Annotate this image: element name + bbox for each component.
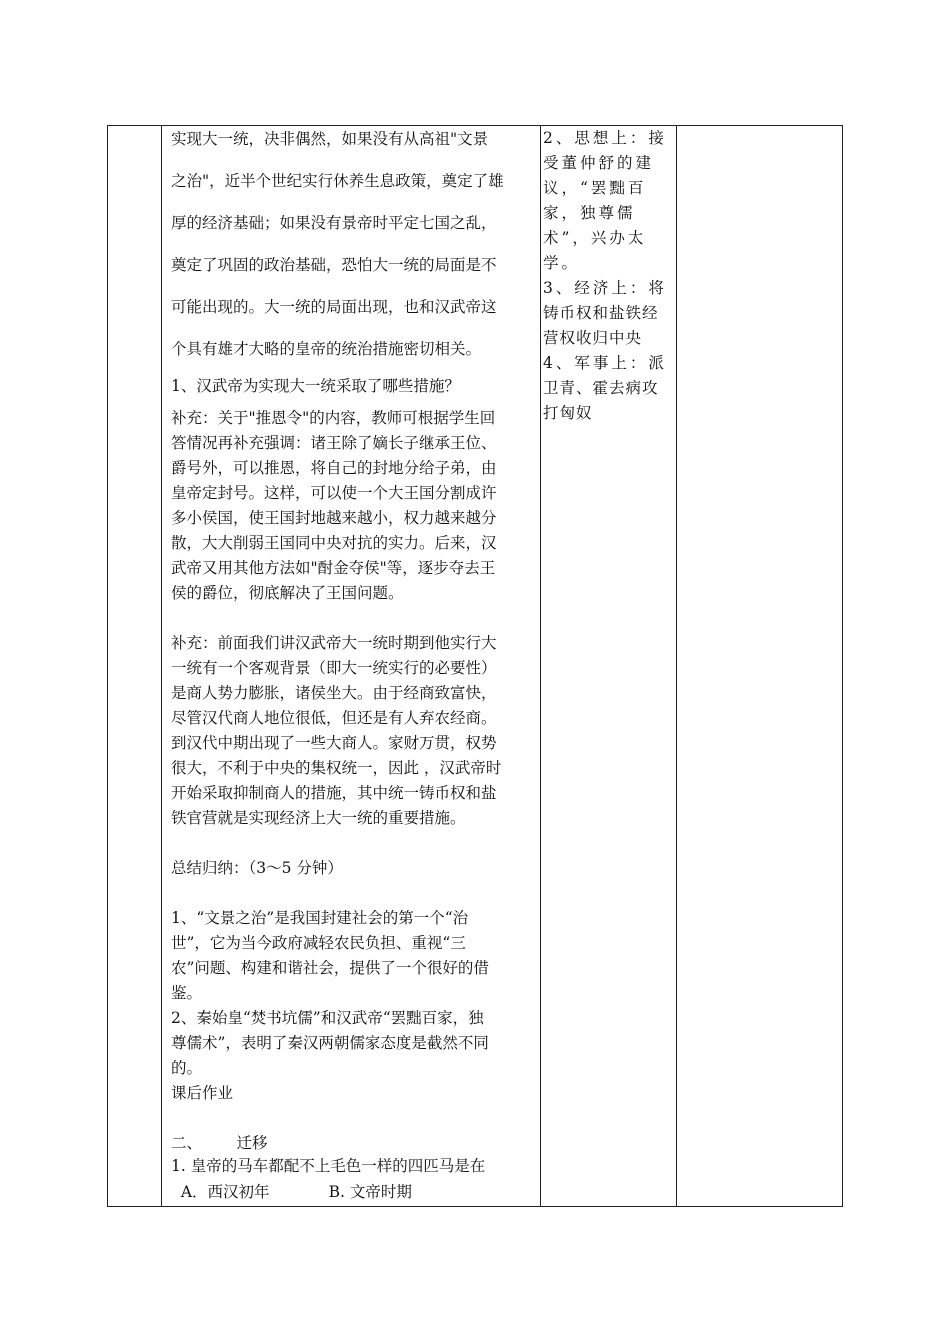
supplement-merchants: [171, 631, 533, 831]
supplement-line: 铁官营就是实现经济上大一统的重要措施。: [171, 809, 466, 827]
supplement-line: 一统有一个客观背景（即大一统实行的必要性）: [171, 659, 497, 677]
measure-line: 议，“罢黜百: [543, 179, 647, 197]
supplement-line: 补充：前面我们讲汉武帝大一统时期到他实行大: [171, 634, 497, 652]
summary-line: 尊儒术”，表明了秦汉两朝儒家态度是截然不同: [171, 1034, 489, 1052]
intro-line: 厚的经济基础；如果没有景帝时平定七国之乱，: [171, 214, 497, 232]
measures-cell: [541, 126, 675, 1206]
measure-line: 铸币权和盐铁经: [543, 304, 659, 322]
intro-line: 实现大一统，决非偶然，如果没有从高祖"文景: [171, 130, 489, 148]
column-divider: [161, 126, 162, 1206]
teaching-content-cell: [163, 126, 539, 1206]
measure-line: 营权收归中央: [543, 329, 643, 347]
supplement-line: 是商人势力膨胀，诸侯坐大。由于经商致富快，: [171, 684, 497, 702]
lesson-table: [107, 125, 843, 1207]
exercise-options: A．西汉初年 B. 文帝时期: [171, 1183, 412, 1201]
supplement-line: 多小侯国，使王国封地越来越小，权力越来越分: [171, 509, 497, 527]
measure-line: 卫青、霍去病攻: [543, 379, 659, 397]
measure-line: 打匈奴: [543, 404, 593, 422]
summary-block: [171, 906, 533, 1106]
homework-heading: 课后作业: [171, 1084, 234, 1102]
intro-line: 之治"，近半个世纪实行休养生息政策，奠定了雄: [171, 172, 504, 190]
summary-line: 世”，它为当今政府减轻农民负担、重视“三: [171, 934, 466, 952]
intro-line: 可能出现的。大一统的局面出现，也和汉武帝这: [171, 298, 497, 316]
exercise-block: [171, 1131, 533, 1206]
measure-line: 术”，兴办太: [543, 229, 647, 247]
section-two-heading: 二、 迁移: [171, 1134, 268, 1152]
measure-line: 2、思想上：接: [543, 129, 667, 147]
intro-line: 奠定了巩固的政治基础，恐怕大一统的局面是不: [171, 256, 497, 274]
measure-line: 4、军事上：派: [543, 354, 667, 372]
measure-line: 3、经济上：将: [543, 279, 667, 297]
summary-heading-block: [171, 856, 533, 881]
supplement-line: 散，大大削弱王国同中央对抗的实力。后来，汉: [171, 534, 497, 552]
summary-line: 2、秦始皇“焚书坑儒”和汉武帝“罢黜百家，独: [171, 1009, 484, 1027]
supplement-line: 尽管汉代商人地位很低，但还是有人弃农经商。: [171, 709, 497, 727]
measure-line: 家，独尊儒: [543, 204, 636, 222]
supplement-line: 皇帝定封号。这样，可以使一个大王国分割成许: [171, 484, 497, 502]
column-divider: [676, 126, 677, 1206]
question-text: 1、汉武帝为实现大一统采取了哪些措施？: [171, 377, 460, 395]
supplement-line: 补充：关于"推恩令"的内容，教师可根据学生回: [171, 409, 496, 427]
exercise-question: 1. 皇帝的马车都配不上毛色一样的四匹马是在: [171, 1157, 486, 1175]
supplement-line: 侯的爵位，彻底解决了王国问题。: [171, 584, 404, 602]
supplement-line: 开始采取抑制商人的措施，其中统一铸币权和盐: [171, 784, 497, 802]
intro-line: 个具有雄才大略的皇帝的统治措施密切相关。: [171, 340, 482, 358]
supplement-line: 到汉代中期出现了一些大商人。家财万贯，权势: [171, 734, 497, 752]
supplement-line: 爵号外，可以推恩，将自己的封地分给子弟，由: [171, 459, 497, 477]
summary-title: 总结归纳：（3～5 分钟）: [171, 859, 343, 877]
summary-line: 1、“文景之治”是我国封建社会的第一个“治: [171, 909, 469, 927]
measure-line: 学。: [543, 254, 581, 272]
question-block: [171, 374, 533, 399]
summary-line: 农”问题、构建和谐社会，提供了一个很好的借: [171, 959, 489, 977]
supplement-line: 答情况再补充强调：诸王除了嫡长子继承王位、: [171, 434, 497, 452]
summary-line: 的。: [171, 1059, 203, 1077]
summary-line: 鉴。: [171, 984, 203, 1002]
supplement-tuienling: [171, 406, 533, 606]
intro-paragraph: [171, 126, 533, 370]
supplement-line: 很大，不利于中央的集权统一，因此 ，汉武帝时: [171, 759, 502, 777]
measure-line: 受董仲舒的建: [543, 154, 655, 172]
supplement-line: 武帝又用其他方法如"酎金夺侯"等，逐步夺去王: [171, 559, 496, 577]
